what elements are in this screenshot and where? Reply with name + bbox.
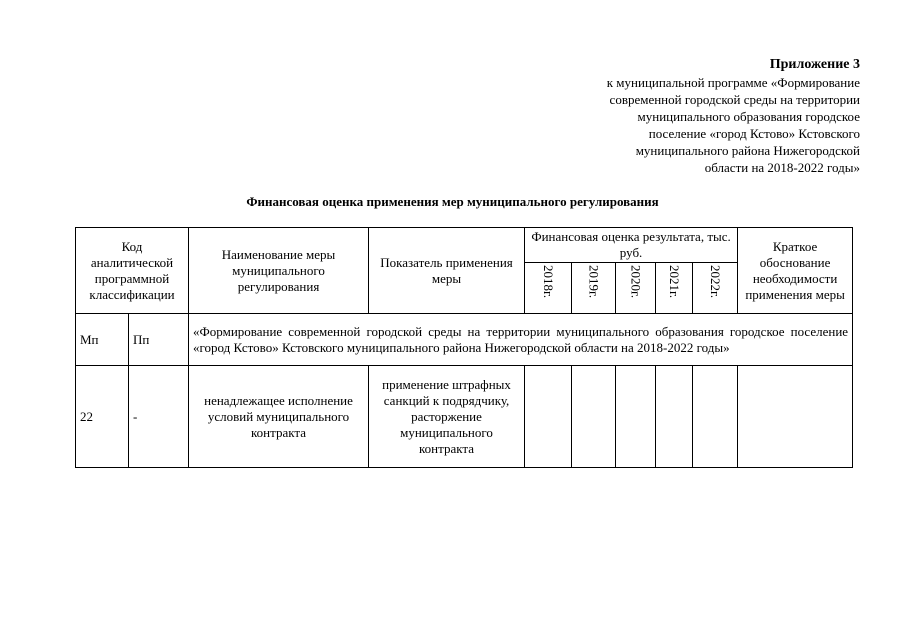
- header-year: 2021г.: [656, 263, 693, 314]
- measure-mp: 22: [76, 366, 129, 468]
- program-name: «Формирование современной городской среды на территории муниципального образования городское поселение «город Кстово» Кстовского муниципального района Нижегородской области на 2018-2022 годы»: [189, 314, 853, 366]
- measure-value-2022: [693, 366, 738, 468]
- measure-value-2021: [656, 366, 693, 468]
- header-year: 2018г.: [525, 263, 572, 314]
- appendix-line: поселение «город Кстово» Кстовского: [648, 126, 860, 141]
- header-year: 2019г.: [572, 263, 616, 314]
- header-code: Код аналитической программной классификации: [76, 228, 189, 314]
- header-justification: Краткое обоснование необходимости применения меры: [738, 228, 853, 314]
- header-year: 2020г.: [616, 263, 656, 314]
- appendix-block: [540, 56, 860, 176]
- measure-justification: [738, 366, 853, 468]
- measure-value-2018: [525, 366, 572, 468]
- document-title: Финансовая оценка применения мер муниципального регулирования: [246, 194, 659, 209]
- appendix-line: области на 2018-2022 годы»: [704, 160, 860, 175]
- program-row: [76, 314, 853, 366]
- appendix-line: современной городской среды на территории: [609, 92, 860, 107]
- header-year: 2022г.: [693, 263, 738, 314]
- measures-table: [75, 227, 853, 468]
- appendix-title: Приложение 3: [769, 57, 860, 72]
- program-pp: Пп: [129, 314, 189, 366]
- appendix-line: муниципального образования городское: [637, 109, 860, 124]
- appendix-line: муниципального района Нижегородской: [635, 143, 860, 158]
- appendix-line: к муниципальной программе «Формирование: [606, 75, 860, 90]
- measure-value-2019: [572, 366, 616, 468]
- measure-row: [76, 366, 853, 468]
- measure-name: ненадлежащее исполнение условий муниципального контракта: [189, 366, 369, 468]
- header-measure-name: Наименование меры муниципального регулирования: [189, 228, 369, 314]
- program-mp: Мп: [76, 314, 129, 366]
- header-row: [76, 228, 853, 263]
- measure-value-2020: [616, 366, 656, 468]
- header-indicator: Показатель применения меры: [369, 228, 525, 314]
- measure-indicator: применение штрафных санкций к подрядчику, расторжение муниципального контракта: [369, 366, 525, 468]
- header-financial: Финансовая оценка результата, тыс. руб.: [525, 228, 738, 263]
- measure-pp: -: [129, 366, 189, 468]
